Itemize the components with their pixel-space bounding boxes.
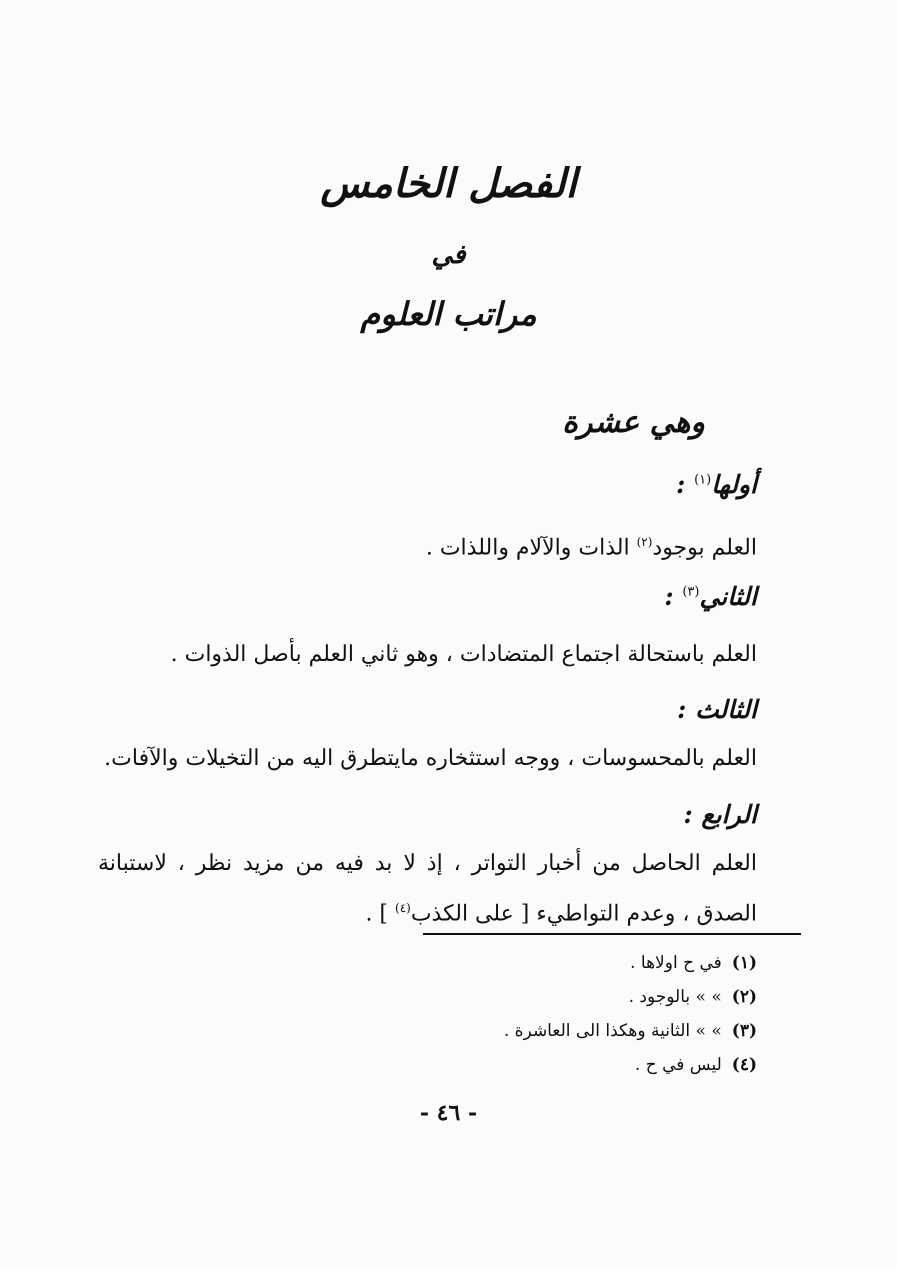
chapter-subject: مراتب العلوم [360, 295, 537, 333]
heading-label: الثالث [695, 695, 757, 724]
section-text-1 [98, 520, 757, 570]
chapter-title: الفصل الخامس [320, 160, 577, 207]
section-heading-1 [676, 470, 757, 499]
footnote-ref: (٣) [682, 584, 700, 600]
footnote-item [504, 946, 757, 980]
section-text-3: العلم بالمحسوسات ، ووجه استثخاره مايتطرق اليه من التخيلات والآفات. [104, 746, 757, 771]
chapter-connector: في [431, 240, 466, 270]
text-part: العلم الحاصل من أخبار التواتر ، إذ لا بد فيه من مزيد نظر ، لاستبانة الصدق ، وعدم التواطيء [ على الكذب [98, 851, 757, 927]
footnote-number: (٢) [731, 987, 757, 1007]
section-text-4 [98, 842, 757, 936]
footnote-divider [423, 933, 801, 935]
page-number: - ٤٦ - [419, 1100, 478, 1126]
footnote-item [504, 980, 757, 1014]
footnote-ref: (٢) [636, 535, 653, 549]
section-heading-4 [683, 800, 757, 829]
heading-colon: : [683, 800, 693, 829]
footnote-ref: (١) [694, 472, 712, 488]
footnote-number: (١) [731, 953, 757, 973]
section-heading-2 [664, 582, 757, 611]
section-heading-3 [677, 695, 757, 724]
footnote-text: » » بالوجود . [628, 987, 722, 1007]
footnote-item [504, 1014, 757, 1048]
text-part: العلم بوجود [652, 535, 757, 561]
section-text-2: العلم باستحالة اجتماع المتضادات ، وهو ثاني العلم بأصل الذوات . [170, 642, 757, 667]
footnote-text: » » الثانية وهكذا الى العاشرة . [503, 1021, 722, 1041]
footnote-ref: (٤) [395, 901, 411, 915]
text-part: الذات والآلام واللذات . [425, 535, 637, 561]
heading-colon: : [677, 695, 687, 724]
heading-label: الرابع [701, 800, 757, 829]
footnote-text: ليس في ح . [634, 1055, 722, 1075]
heading-label: أولها [711, 470, 757, 499]
footnote-item [504, 1048, 757, 1082]
footnotes [504, 946, 757, 1082]
text-part: ] . [365, 901, 395, 927]
footnote-text: في ح اولاها . [630, 953, 722, 973]
footnote-number: (٤) [731, 1055, 757, 1075]
heading-colon: : [676, 470, 686, 499]
section-intro: وهي عشرة [562, 405, 705, 440]
footnote-number: (٣) [731, 1021, 757, 1041]
heading-label: الثاني [699, 582, 757, 611]
heading-colon: : [664, 582, 674, 611]
